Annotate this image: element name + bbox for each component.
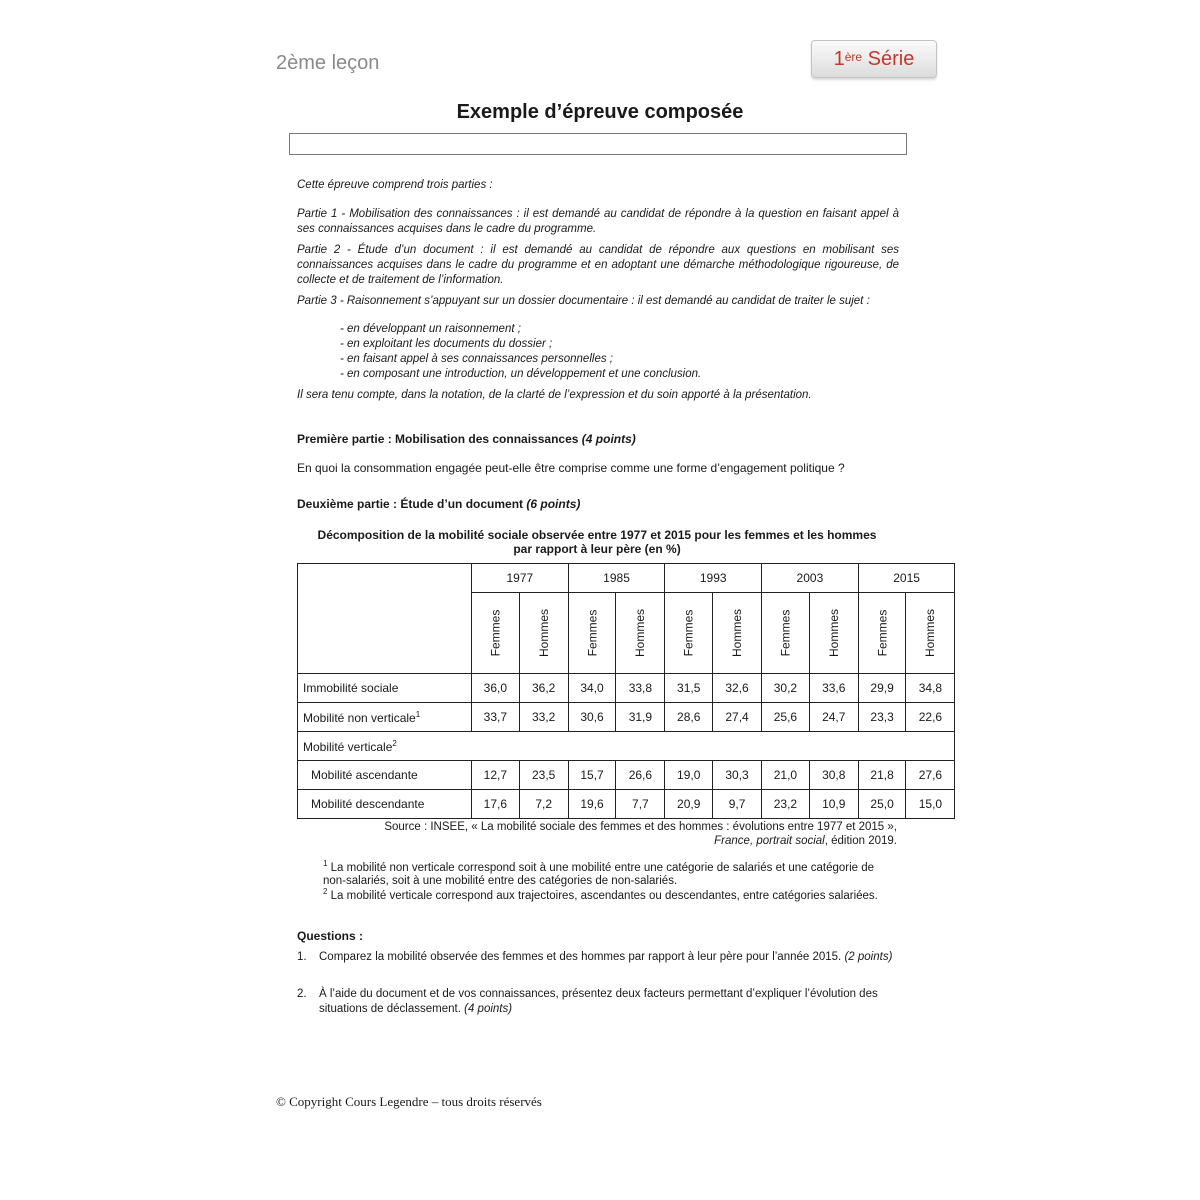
table-cell: 36,0 (472, 674, 520, 703)
question-points: (4 points) (464, 1002, 513, 1015)
footnote (323, 885, 883, 903)
table-cell: 15,0 (906, 790, 955, 819)
table-cell: 17,6 (472, 790, 520, 819)
sex-header: Hommes (633, 608, 648, 658)
table-cell: 32,6 (713, 674, 762, 703)
intro-heading: Cette épreuve comprend trois parties : (297, 179, 493, 191)
table-caption (297, 528, 897, 556)
source-line-2 (297, 834, 897, 848)
part2-heading (297, 497, 580, 511)
footnote-mark: 1 (323, 859, 328, 868)
sex-header: Hommes (923, 608, 938, 658)
header-box (289, 133, 907, 155)
footnote-mark: 2 (392, 738, 397, 748)
source-line-1: Source : INSEE, « La mobilité sociale des femmes et des hommes : évolutions entre 1977 et 2015 », (384, 821, 897, 833)
part1-question: En quoi la consommation engagée peut-elle être comprise comme une forme d’engagement politique ? (297, 461, 845, 475)
question-number: 2. (297, 988, 307, 1000)
table-year-row (298, 564, 955, 593)
mobility-table (297, 563, 955, 819)
table-cell: 33,2 (519, 703, 568, 732)
table-cell: 7,7 (616, 790, 665, 819)
row-label: Immobilité sociale (298, 674, 472, 703)
table-cell: 20,9 (665, 790, 713, 819)
table-cell: 23,3 (858, 703, 906, 732)
row-label: Mobilité descendante (298, 790, 472, 819)
sex-header: Hommes (730, 608, 745, 658)
lesson-label: 2ème leçon (276, 52, 380, 74)
table-cell: 21,8 (858, 761, 906, 790)
intro-partie-3: Partie 3 - Raisonnement s’appuyant sur un dossier documentaire : il est demandé au candidat de traiter le sujet : (297, 295, 870, 307)
serie-badge (811, 40, 937, 78)
row-label: Mobilité ascendante (298, 761, 472, 790)
question-points: (2 points) (844, 951, 893, 963)
table-cell: 19,0 (665, 761, 713, 790)
table-cell: 33,6 (809, 674, 858, 703)
page-title: Exemple d’épreuve composée (456, 101, 744, 123)
table-cell: 25,6 (762, 703, 810, 732)
table-row (298, 703, 955, 732)
row-label (298, 703, 472, 732)
table-cell: 33,8 (616, 674, 665, 703)
source-publication: France, portrait social (714, 835, 825, 847)
table-cell: 25,0 (858, 790, 906, 819)
table-cell: 27,6 (906, 761, 955, 790)
table-cell: 30,2 (762, 674, 810, 703)
table-cell: 9,7 (713, 790, 762, 819)
sex-header: Femmes (681, 609, 696, 657)
table-cell: 26,6 (616, 761, 665, 790)
intro-bullet: - en développant un raisonnement ; (340, 323, 521, 335)
row-label (298, 732, 955, 761)
intro-bullet: - en faisant appel à ses connaissances personnelles ; (340, 353, 613, 365)
table-cell: 30,3 (713, 761, 762, 790)
serie-superscript: ère (844, 50, 863, 64)
intro-partie-2: Partie 2 - Étude d’un document : il est demandé au candidat de répondre aux questions en mobilisant ses connaissances acquises dans le cadre du programme et en adoptant une démarche méthodologique rigoureuse, de collecte et de traitement de l’information. (297, 244, 899, 286)
intro-bullet: - en exploitant les documents du dossier ; (340, 338, 553, 350)
year-header: 1993 (665, 564, 762, 593)
footnote-mark: 2 (323, 887, 328, 896)
intro-bullet: - en composant une introduction, un développement et une conclusion. (340, 368, 702, 380)
table-row (298, 674, 955, 703)
table-cell: 23,2 (762, 790, 810, 819)
table-cell: 29,9 (858, 674, 906, 703)
row-label-text: Mobilité verticale (303, 739, 393, 754)
table-source (297, 820, 897, 848)
intro-bullet-list (340, 322, 701, 382)
table-cell: 10,9 (809, 790, 858, 819)
row-label-text: Mobilité non verticale (303, 710, 416, 725)
part2-points: (6 points) (526, 497, 581, 511)
table-cell: 36,2 (519, 674, 568, 703)
table-cell: 22,6 (906, 703, 955, 732)
table-row (298, 732, 955, 761)
part1-heading-text: Première partie : Mobilisation des connaissances (297, 432, 579, 446)
copyright-notice: © Copyright Cours Legendre – tous droits réservés (276, 1094, 542, 1109)
question-text: À l’aide du document et de vos connaissances, présentez deux facteurs permettant d’expliquer l’évolution des situations de déclassement. (319, 988, 878, 1015)
sex-header: Femmes (585, 609, 600, 657)
year-header: 2015 (858, 564, 955, 593)
year-header: 2003 (762, 564, 859, 593)
footnote-text: La mobilité non verticale correspond soit à une mobilité entre une catégorie de salariés et une catégorie de non-salariés, soit à une mobilité entre des catégories de non-salariés. (323, 861, 875, 888)
table-corner-cell (298, 564, 472, 674)
question-item (297, 950, 899, 965)
footnote-text: La mobilité verticale correspond aux trajectoires, ascendantes ou descendantes, entre catégories salariées. (330, 889, 878, 902)
sex-header: Hommes (536, 608, 551, 658)
table-cell: 34,8 (906, 674, 955, 703)
intro-note: Il sera tenu compte, dans la notation, de la clarté de l’expression et du soin apporté à la présentation. (297, 389, 812, 401)
table-cell: 27,4 (713, 703, 762, 732)
sex-header: Hommes (826, 608, 841, 658)
table-cell: 31,9 (616, 703, 665, 732)
source-edition: , édition 2019. (824, 835, 897, 847)
part1-heading (297, 432, 636, 446)
table-cell: 7,2 (519, 790, 568, 819)
year-header: 1985 (568, 564, 665, 593)
question-item (297, 987, 899, 1016)
table-cell: 34,0 (568, 674, 616, 703)
table-caption-line2: par rapport à leur père (en %) (513, 542, 681, 556)
table-caption-line1: Décomposition de la mobilité sociale observée entre 1977 et 2015 pour les femmes et les hommes (317, 528, 877, 542)
serie-number: 1 (833, 47, 845, 70)
table-cell: 28,6 (665, 703, 713, 732)
table-cell: 31,5 (665, 674, 713, 703)
table-cell: 21,0 (762, 761, 810, 790)
questions-heading: Questions : (297, 929, 364, 943)
sex-header: Femmes (875, 609, 890, 657)
table-cell: 12,7 (472, 761, 520, 790)
table-cell: 23,5 (519, 761, 568, 790)
table-cell: 24,7 (809, 703, 858, 732)
table-row (298, 790, 955, 819)
intro-partie-1: Partie 1 - Mobilisation des connaissances : il est demandé au candidat de répondre à la question en faisant appel à ses connaissances acquises dans le cadre du programme. (297, 208, 899, 235)
table-cell: 30,8 (809, 761, 858, 790)
footnote-mark: 1 (415, 709, 421, 719)
serie-label: Série (867, 47, 915, 70)
table-cell: 33,7 (472, 703, 520, 732)
part2-heading-text: Deuxième partie : Étude d’un document (297, 497, 524, 511)
sex-header: Femmes (488, 609, 503, 657)
question-number: 1. (297, 951, 307, 963)
sex-header: Femmes (778, 609, 793, 657)
year-header: 1977 (472, 564, 569, 593)
table-cell: 15,7 (568, 761, 616, 790)
table-row (298, 761, 955, 790)
part1-points: (4 points) (581, 432, 636, 446)
table-cell: 19,6 (568, 790, 616, 819)
question-text: Comparez la mobilité observée des femmes et des hommes par rapport à leur père pour l’année 2015. (319, 951, 842, 963)
table-cell: 30,6 (568, 703, 616, 732)
